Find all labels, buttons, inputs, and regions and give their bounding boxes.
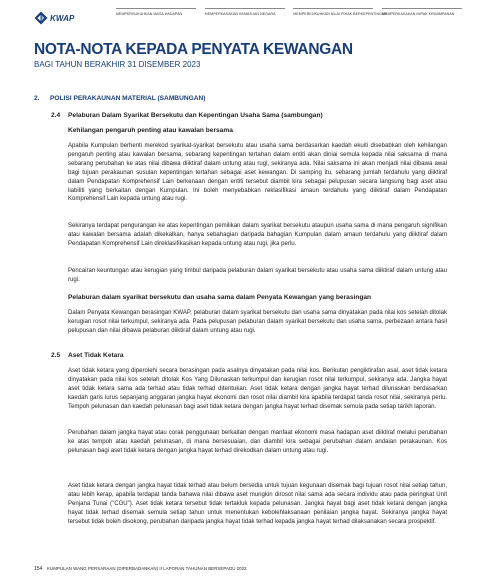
heading-separate-statements: Pelaburan dalam syarikat bersekutu dan usaha sama dalam Penyata Kewangan yang berasingan — [68, 294, 372, 301]
section-number: 2. — [34, 95, 40, 102]
kwap-logo — [34, 11, 94, 25]
paragraph-indefinite-life: Aset tidak ketara dengan jangka hayat tidak terhad atau belum bersedia untuk tujuan kegunaan disemak bagi tujuan rosot nilai setiap tahun, atau lebih kerap, apabila terdapat tanda bahawa nilai dibawa aset mungkin dirosot nilai sama ada secara individu atau pada peringkat Unit Penjana Tunai ("CGU"). Aset tidak ketara tersebut tidak tertakluk kepada pelunasan. Jangka hayat bagi aset tidak ketara dengan jangka hayat tidak terhad disemak semula setiap tahun untuk menentukan kebolehlaksanaan penilaian jangka hayat. Sekiranya jangka hayat tersebut tidak boleh disokong, perubahan daripada jangka hayat tidak terhad kepada jangka hayat terhad dilaksanakan secara prospektif. — [68, 483, 447, 525]
paragraph-ownership-reduction: Sekiranya terdapat pengurangan ke atas kepentingan pemilikan dalam syarikat bersekutu ataupun usaha sama di mana pengaruh signifikan atau kawalan bersama adalah dikekalkan, hanya sebahagian daripada bahagian Kumpulan dalam amaun terdahulu yang diiktiraf dalam Pendapatan Komprehensif Lain direklasifikasikan kepada untung atau rugi, jika perlu. — [68, 223, 447, 247]
paragraph-separate-statements: Dalam Penyata Kewangan berasingan KWAP, pelaburan dalam syarikat bersekutu dan usaha sama dinyatakan pada nilai kos setelah ditolak kerugian rosot nilai terkumpul, sekiranya ada. Pada pelupusan pelaburan dalam syarikat bersekutu dan usaha sama, perbezaan antara hasil pelupusan dan nilai dibawa pelaburan diiktiraf dalam untung atau rugi. — [68, 310, 447, 334]
nav-item-kemajuan-negara[interactable]: MEMPERKASAKAN KEMAJUAN NEGARA — [205, 8, 285, 16]
nav-item-masa-hadapan[interactable]: MEMPERKUKUHKAN MASA HADAPAN — [116, 8, 196, 16]
subsection-number-2-4: 2.4 — [51, 112, 61, 119]
logo-text: KWAP — [50, 13, 75, 23]
paragraph-intangible-assets: Aset tidak ketara yang diperolehi secara berasingan pada asalnya dinyatakan pada nilai kos. Berikutan pengiktirafan asal, aset tidak ketara dinyatakan pada nilai kos setelah ditolak Kos Yang Dilunaskan terkumpul dan kerugian rosot nilai terkumpul, sekiranya ada. Jangka hayat aset tidak ketara sama ada terhad atau tidak terhad ditentukan. Aset tidak ketara dengan jangka hayat terhad dilunaskan berdasarkan kaedah garis lurus sepanjang anggaran jangka hayat ekonomi dan rosot nilai diambil kira apabila terdapat tanda rosot nilai, sekiranya perlu. Tempoh pelunasan dan kaedah pelunasan bagi aset tidak ketara dengan jangka hayat terhad disemak semula pada setiap tarikh laporan. — [68, 368, 447, 410]
subsection-title-2-5: Aset Tidak Ketara — [68, 352, 124, 359]
page-title: NOTA-NOTA KEPADA PENYATA KEWANGAN — [34, 41, 353, 58]
page-number: 154 — [34, 566, 43, 572]
top-navigation — [116, 8, 462, 16]
footer-text: KUMPULAN WANG PERSARAAN (DIPERBADANKAN) II LAPORAN TAHUNAN BERSEPADU 2023 — [47, 566, 247, 571]
subsection-title-2-4: Pelaburan Dalam Syarikat Bersekutu dan Kepentingan Usaha Sama (sambungan) — [68, 112, 323, 119]
nav-item-impak-kemampanan[interactable]: MEMPERKASAKAN IMPAK KEMAMPANAN — [382, 8, 462, 16]
paragraph-dilution-gains: Pencairan keuntungan atau kerugian yang timbul daripada pelaburan dalam syarikat bersekutu atau usaha sama diiktiraf dalam untung atau rugi. — [68, 268, 447, 283]
page-subtitle: BAGI TAHUN BERAKHIR 31 DISEMBER 2023 — [34, 60, 201, 69]
nav-item-pihak-berkepentingan[interactable]: MEMPERKUKUHKAN NILAI PIHAK BERKEPENTINGAN — [293, 8, 373, 16]
section-title: POLISI PERAKAUNAN MATERIAL (SAMBUNGAN) — [50, 95, 206, 102]
paragraph-loss-of-influence: Apabila Kumpulan berhenti merekod syarikat-syarikat bersekutu atau usaha sama berdasarkan kaedah ekuiti disebabkan oleh kehilangan pengaruh penting atau kawalan bersama, sebarang kepentingan tertahan dalam entiti akan diniai semula kepada nilai saksama di mana sebarang perubahan ke atas nilai dibawa diiktiraf dalam untung atau rugi, sekiranya ada. Nilai saksama ini akan menjadi nilai dibawa awal bagi tujuan perakaunan susulan kepentingan tertahan sebagai aset kewangan. Di samping itu, sebarang jumlah terdahulu yang diiktiraf dalam Pendapatan Komprehensif Lain berkenaan dengan entiti tersebut diambil kira sebagai pelupusan secara langsung bagi aset atau liabiliti yang berkaitan dengan Kumpulan. Ini boleh menyebabkan reklasifikasi amaun terdahulu yang diiktiraf dalam Pendapatan Komprehensif Lain kepada untung atau rugi. — [68, 143, 447, 203]
paragraph-useful-life-changes: Perubahan dalam jangka hayat atau corak penggunaan berkaitan dengan manfaat ekonomi masa hadapan aset diiktiraf melalui perubahan ke atas tempoh atau kaedah pelunasan, di mana bersesuaian, dan diambil kira sebagai perubahan dalam andaian perakaunan. Kos pelunasan bagi aset tidak ketara dengan jangka hayat terhad direkodkan dalam untung atau rugi. — [68, 430, 447, 454]
subsection-number-2-5: 2.5 — [51, 352, 61, 359]
heading-loss-of-influence: Kehilangan pengaruh penting atau kawalan bersama — [68, 127, 233, 134]
kwap-logo-icon — [34, 11, 48, 25]
